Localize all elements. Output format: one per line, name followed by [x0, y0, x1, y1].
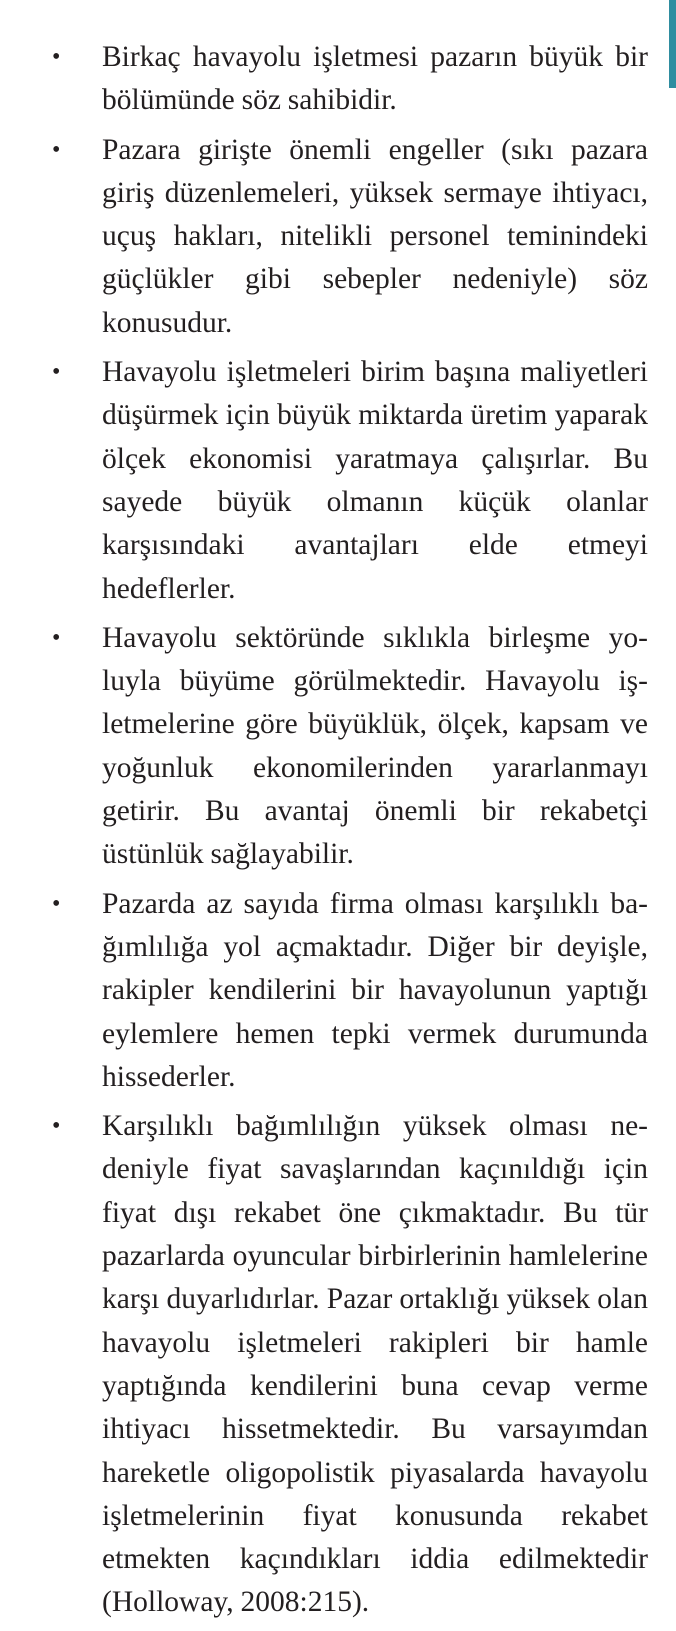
list-item-text: Birkaç havayolu işletmesi pazarın büyük bir bölümünde söz sahibidir. — [102, 41, 648, 117]
bullet-icon: • — [52, 624, 61, 651]
list-item — [0, 129, 676, 345]
list-item — [0, 617, 676, 877]
bullet-icon: • — [52, 359, 61, 386]
list-item — [0, 36, 676, 123]
bullet-icon: • — [52, 1113, 61, 1140]
list-item-text: Pazara girişte önemli engeller (sıkı pazara giriş düzenlemeleri, yüksek sermaye ihtiyacı, uçuş hakları, nitelikli personel teminindeki güçlükler gibi sebepler nedeniyle) söz konusudur. — [102, 133, 648, 339]
bullet-icon: • — [52, 136, 61, 163]
list-item — [0, 1105, 676, 1625]
list-item — [0, 351, 676, 611]
list-item — [0, 883, 676, 1099]
bullet-icon: • — [52, 44, 61, 70]
list-item-text: Havayolu işletmeleri birim başına maliyetleri düşürmek için büyük miktarda üretim yaparak ölçek ekonomisi yaratmaya çalışırlar. Bu sayede büyük olmanın küçük olanlar karşısındaki avantajları elde etmeyi hedeflerler. — [102, 356, 648, 605]
list-item-text: Karşılıklı bağımlılığın yüksek olması nedeniyle fiyat savaşlarından kaçınıldığı için fiyat dışı rekabet öne çıkmaktadır. Bu tür pazarlarda oyuncular birbirlerinin hamlelerine karşı duyarlıdırlar. Pazar ortaklığı yüksek olan havayolu işletmeleri rakipleri bir hamle yaptığında kendilerini buna cevap verme ihtiyacı hissetmektedir. Bu varsayımdan hareketle oligopolistik piyasalarda havayolu işletmelerinin fiyat konusunda rekabet etmekten kaçındıkları iddia edilmektedir (Holloway, 2008:215). — [102, 1110, 648, 1619]
bullet-list — [0, 36, 676, 1631]
list-item-text: Pazarda az sayıda firma olması karşılıklı bağımlılığa yol açmaktadır. Diğer bir deyişle, rakipler kendilerini bir havayolunun yaptığı eylemlere hemen tepki vermek durumunda hissederler. — [102, 887, 648, 1093]
list-item-text: Havayolu sektöründe sıklıkla birleşme yoluyla büyüme görülmektedir. Havayolu işletmelerine göre büyüklük, ölçek, kapsam ve yoğunluk ekonomilerinden yararlanmayı getirir. Bu avantaj önemli bir rekabetçi üstünlük sağlayabilir. — [102, 621, 648, 871]
bullet-icon: • — [52, 890, 61, 917]
